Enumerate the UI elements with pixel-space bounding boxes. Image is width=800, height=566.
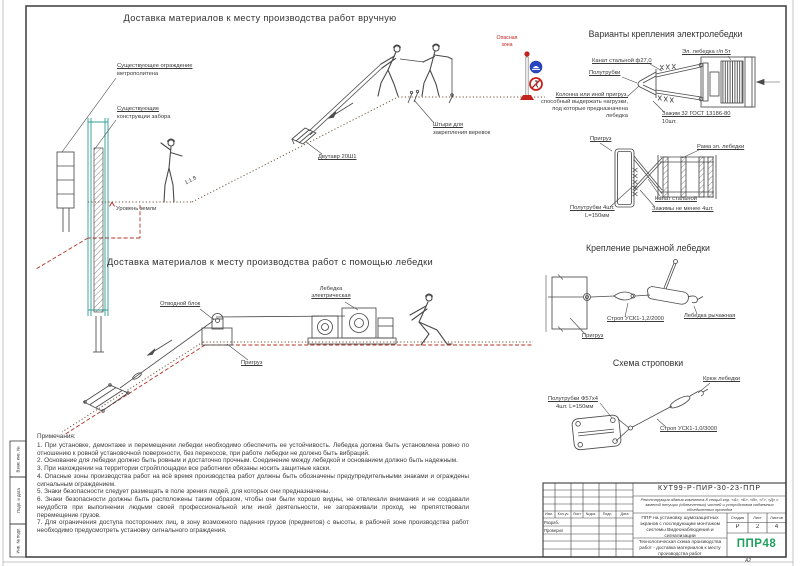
note-item: 6. Знаки безопасности должны быть расположены таким образом, чтобы они были хорошо видны, не отвлекали внимания и не создавали неудобств при выполнении людьми своей профессиональной или иной деятельности, не загораживали проход, не препятствовали перемещение грузов.	[37, 496, 469, 519]
project-description: Реконструкция здания комплекса 8 секций кор. «А», «Б», «В», «Г», «Д» с заменой несущих (облегченных) частей и устройством надземных объединенных проездов	[640, 497, 779, 512]
i-beam	[292, 128, 316, 144]
stamp-col-izm: Изм.	[545, 512, 553, 516]
lever-winch-label: Лебедка рычажная	[684, 313, 736, 319]
fence2-label-line2: конструкции забора	[117, 114, 171, 120]
winch-plan-view	[699, 57, 755, 107]
sheets-header: Листов	[770, 515, 783, 520]
column-label-line1: Колонна или иной пригруз,	[555, 92, 628, 98]
note-item: 7. Для ограничения доступа посторонних лиц, в зону возможного падения грузов (предметов) с высоты, в рабочей зоне производства работ необходимо предусмотреть установку сигнального ограждения.	[37, 519, 469, 534]
lever-ballast-label: Пригруз	[582, 333, 604, 339]
sheet-header: Лист	[753, 515, 762, 520]
sling-section-title: Схема строповки	[612, 358, 684, 368]
halfpipes-label: Полутрубки	[589, 70, 621, 76]
sheet-size-label: А2	[744, 557, 752, 564]
ballast-label: Пригруз	[241, 360, 263, 366]
danger-zone-label-line2: зона	[501, 42, 513, 48]
lever-section-title: Крепление рычажной лебедки	[586, 243, 710, 253]
sheet-value: 2	[755, 524, 760, 530]
stamp-col-ndok: №док.	[585, 512, 597, 516]
v2-frame-label: Рама эл. лебедки	[697, 144, 745, 150]
fence2-label-line1: Существующие	[117, 106, 159, 112]
v2-rope-label: Канат стальной	[655, 196, 697, 202]
pegs-label-line2: закрепления веревок	[433, 130, 491, 136]
beam-label: Двутавр 20Ш1	[318, 154, 357, 160]
sling-halfpipes-label-line1: Полутрубки Ф57х4	[548, 396, 599, 402]
diverting-block-label: Отводной блок	[160, 301, 201, 307]
electric-winch-label-line1: Лебедка	[319, 286, 343, 292]
column-label-line2: способный выдержать нагрузки,	[541, 99, 628, 105]
leader-lines	[200, 302, 358, 360]
direction-arrow	[329, 103, 353, 118]
stamp-col-podp: Подп.	[602, 512, 613, 516]
el-winch-label: Эл. лебедка г/п 5т	[682, 49, 731, 55]
diverting-block	[202, 314, 232, 346]
manual-delivery-drawing	[36, 44, 545, 352]
document-number: КУТ99-Р-ПИР-30-23-ППР	[657, 485, 762, 492]
object-name: ППР на установку шумозащитных экранов с последующим монтажом системы Видеонаблюдения и сигнализации	[639, 516, 721, 540]
pegs-label-line1: Штыри для	[433, 122, 464, 128]
stamp-col-koluch: Кол.уч	[557, 512, 569, 516]
strip-inv-podl: Инв. № подл.	[15, 527, 21, 554]
load-cage	[84, 384, 130, 413]
manual-section-title: Доставка материалов к месту производства работ вручную	[123, 13, 397, 23]
note-item: 5. Знаки безопасности следует размещать в поле зрения людей, для которых они предназначены.	[37, 488, 331, 496]
sling-halfpipes-label-line2: 4шт. L=150мм	[556, 404, 594, 410]
strip-vzam-inv: Взам. инв. №	[15, 446, 21, 472]
slope-ratio-label: 1:1.8	[184, 175, 198, 187]
winch-section-title: Доставка материалов к месту производства работ с помощью лебедки	[106, 257, 434, 267]
clamp-label-line2: 10шт.	[662, 119, 677, 125]
notes-title: Примечания:	[37, 433, 76, 440]
company-logo: ППР48	[736, 538, 777, 550]
stamp-row-proveril: Проверил	[544, 527, 564, 533]
note-item: 3. При нахождении на территории стройплощадки все работники обязаны носить защитные каски.	[37, 465, 331, 472]
ground-level-marker	[110, 202, 115, 207]
worker-figure	[422, 44, 452, 96]
notes-block	[37, 433, 469, 535]
fence-label-line1: Существующее ограждение	[117, 63, 193, 69]
kneeling-worker-figure	[410, 294, 452, 345]
column-label-line4: лебедка	[605, 113, 628, 119]
sling-strop-label: Строп УСК1-1,0/3000	[660, 426, 718, 432]
v2-halfpipes-label-line2: L=150мм	[585, 213, 610, 219]
variants-section-title: Варианты крепления электролебедки	[588, 29, 743, 39]
stamp-col-list: Лист	[573, 512, 581, 516]
winch-delivery-drawing	[62, 294, 533, 435]
metro-barrier	[57, 152, 74, 232]
v2-halfpipes-label-line1: Полутрубки 4шт.	[570, 205, 615, 211]
v2-clamps-label: Зажимы не менее 4шт.	[652, 206, 714, 212]
note-item: 2. Основание для лебедки должно быть ровным и достаточно прочным. Соединение между лебедкой и основанием должно быть надежным.	[37, 457, 458, 465]
lever-sling-label: Строп УСК1-1,2/2000	[607, 316, 665, 322]
electric-winch-label-line2: электрическая	[311, 293, 351, 299]
stamp-col-data: Дата	[620, 512, 629, 516]
stage-value: Р	[735, 524, 740, 530]
winch-frame	[658, 155, 716, 199]
note-item: 1. При установке, демонтаже и перемещении лебедки необходимо обеспечить ее устойчивость. Лебедка должна быть установлена ровно по отношению к ровной установочной поверхности, без перекосов, при работе лебедки не должно быть вибраций.	[37, 441, 469, 457]
hook-label: Крюк лебедки	[703, 376, 741, 382]
drawing-name: Технологическая схема производства работ - доставка материалов к месту производства работ	[638, 539, 722, 556]
steel-rope-label: Канат стальной ф27,0	[592, 58, 652, 64]
danger-sign-post	[520, 51, 542, 100]
strip-podp-data: Подп. и дата	[15, 488, 21, 513]
danger-zone-label-line1: Опасная	[496, 35, 518, 41]
column-label-line3: под которые предназначена	[552, 106, 628, 112]
slinging-drawing	[572, 383, 710, 450]
signalman-figure	[161, 139, 182, 202]
stamp-row-razrab: Разраб.	[544, 519, 560, 525]
electric-winch	[308, 308, 396, 344]
fence-label-line2: метрополитена	[117, 71, 159, 77]
worker-figure	[378, 45, 400, 96]
clamp-label-line1: Зажим 32 ГОСТ 13186-80	[662, 111, 731, 117]
leader-lines	[600, 383, 710, 427]
v2-ballast-label: Пригруз	[590, 136, 612, 142]
stage-header: Стадия	[730, 515, 745, 520]
note-item: 4. Опасные зоны производства работ на всё время производства работ должны быть обозначены предупредительными знаками и ограждены сигнальным ограждением.	[37, 472, 469, 488]
sheets-value: 4	[774, 524, 779, 530]
ground-level-label: Уровень земли	[116, 206, 157, 212]
